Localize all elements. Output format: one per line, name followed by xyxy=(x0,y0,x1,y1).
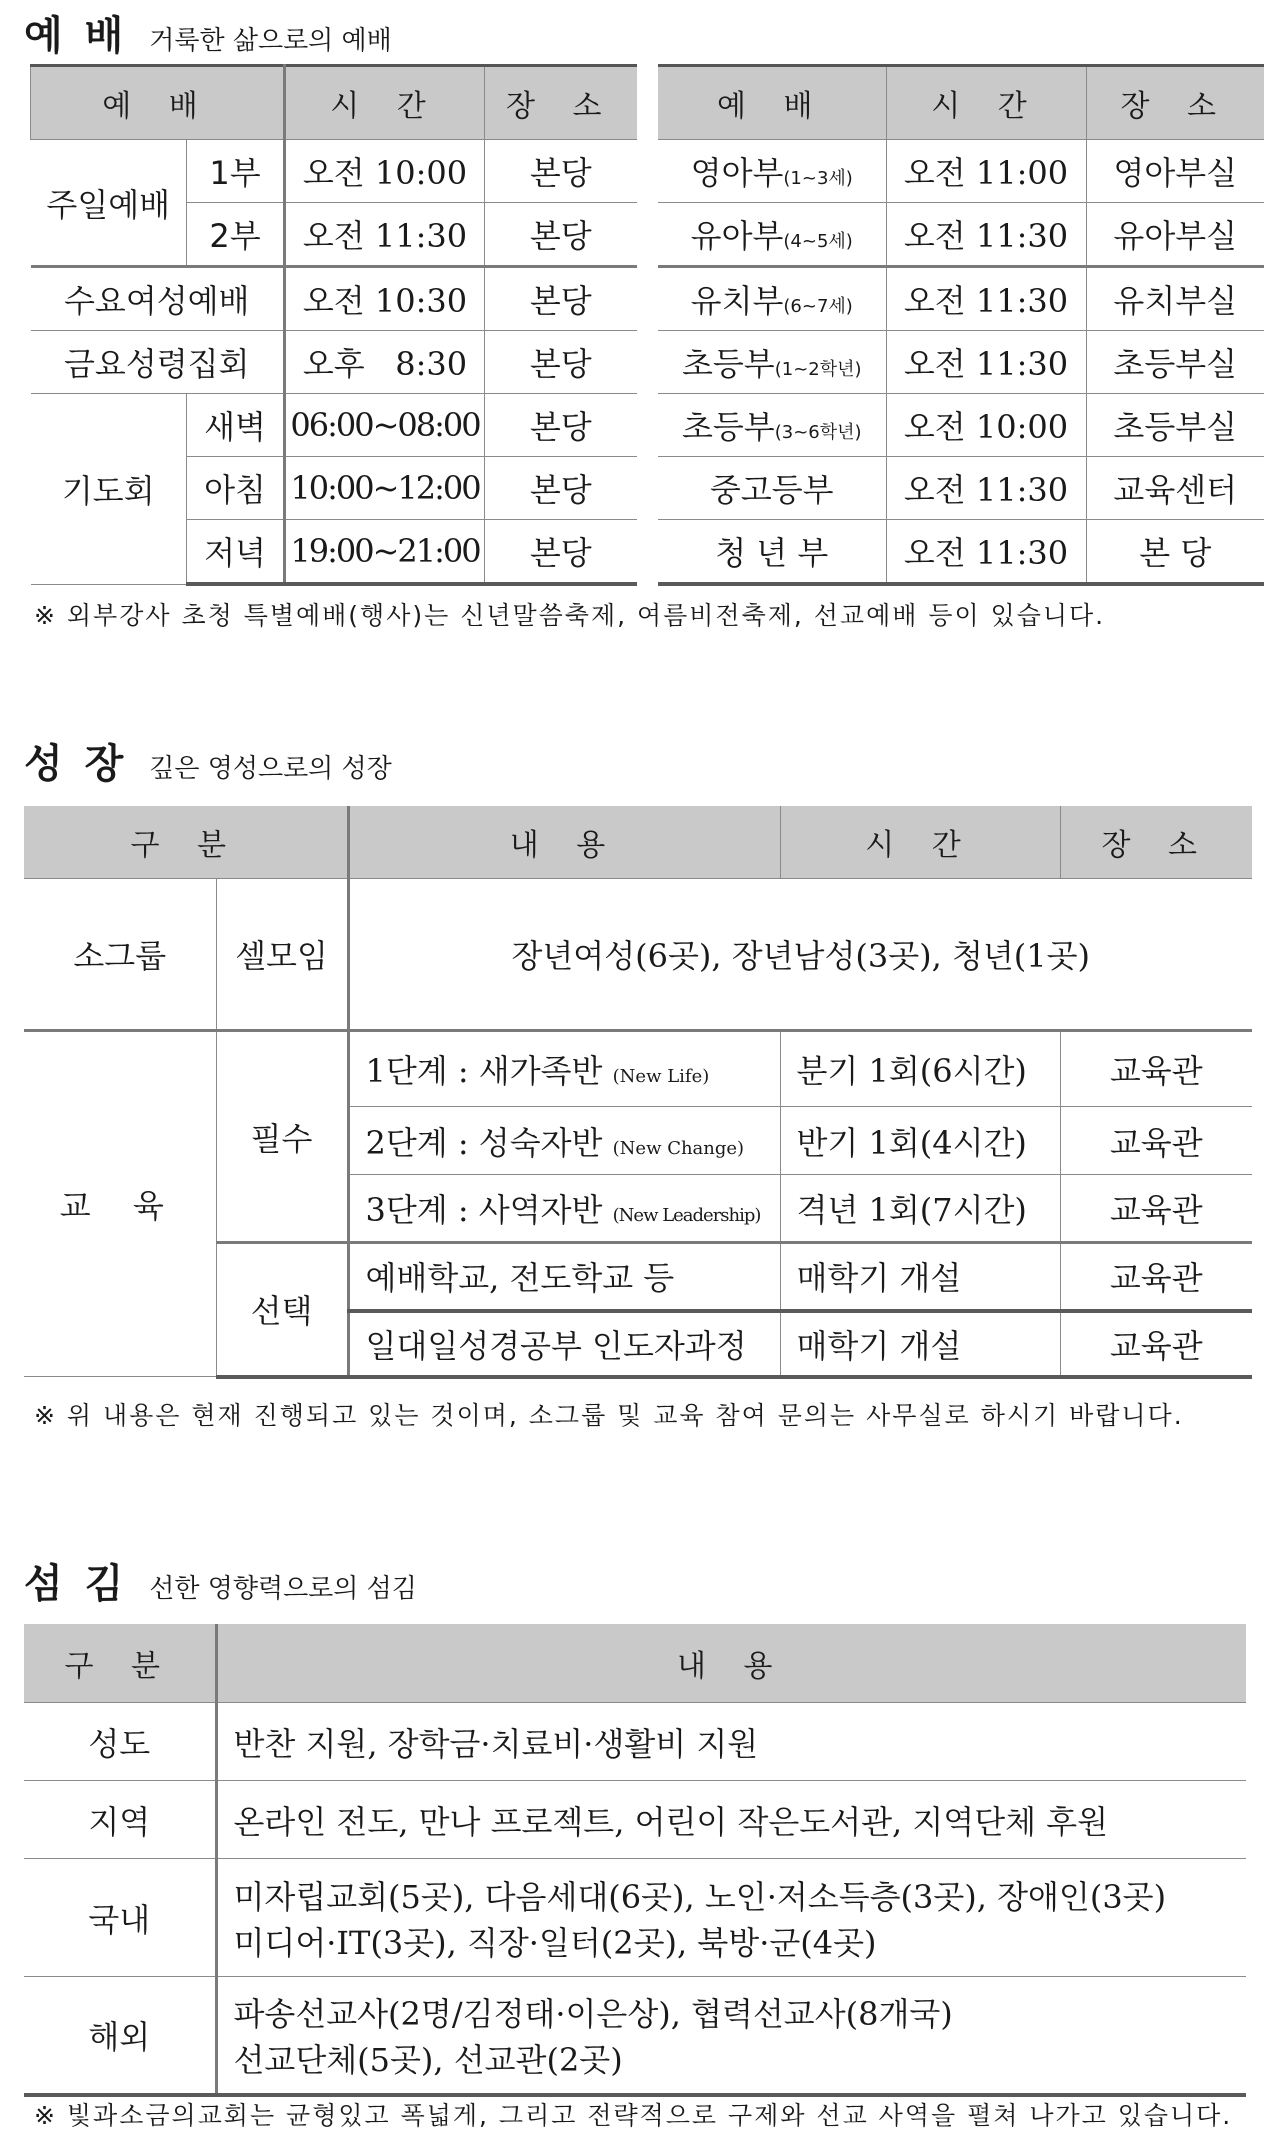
prayer-meeting-label: 기도회 xyxy=(31,394,187,585)
category-cell: 해외 xyxy=(24,1977,216,2095)
time-cell: 오전 11:30 xyxy=(886,203,1086,267)
growth-subtitle: 깊은 영성으로의 성장 xyxy=(149,754,392,784)
department-name: 유아부 xyxy=(690,217,784,255)
place-cell: 본당 xyxy=(485,457,637,520)
time-cell: 오후 8:30 xyxy=(285,331,485,394)
education-label: 교 육 xyxy=(24,1031,216,1377)
time-cell: 오전 11:30 xyxy=(886,331,1086,394)
content-line: 미디어·IT(3곳), 직장·일터(2곳), 북방·군(4곳) xyxy=(233,1923,877,1962)
friday-meeting-label: 금요성령집회 xyxy=(31,331,285,394)
course-place: 교육관 xyxy=(1060,1107,1252,1175)
content-cell xyxy=(216,1859,1246,1977)
table-row xyxy=(658,331,1264,394)
content-line: 파송선교사(2명/김정태·이은상), 협력선교사(8개국) xyxy=(233,1994,953,2033)
worship-table-right xyxy=(658,64,1264,586)
course-time: 격년 1회(7시간) xyxy=(780,1175,1060,1243)
service-note: ※ 빛과소금의교회는 균형있고 폭넓게, 그리고 전략적으로 구제와 선교 사역을 펼쳐 나가고 있습니다. xyxy=(34,2101,1233,2130)
department-cell xyxy=(658,394,886,457)
time-cell: 10:00~12:00 xyxy=(285,457,485,520)
course-time: 매학기 개설 xyxy=(780,1243,1060,1311)
growth-table xyxy=(24,806,1252,1379)
time-cell: 오전 11:30 xyxy=(886,520,1086,585)
table-row xyxy=(24,879,1252,1031)
department-cell xyxy=(658,267,886,331)
category-cell: 국내 xyxy=(24,1859,216,1977)
time-cell: 오전 10:00 xyxy=(886,394,1086,457)
course-place: 교육관 xyxy=(1060,1311,1252,1377)
table-header-row xyxy=(31,66,637,140)
column-header: 예 배 xyxy=(31,66,285,140)
table-row xyxy=(24,1031,1252,1107)
column-header: 시 간 xyxy=(886,66,1086,140)
place-cell: 본당 xyxy=(485,394,637,457)
time-cell: 오전 10:00 xyxy=(285,140,485,203)
course-place: 교육관 xyxy=(1060,1243,1252,1311)
content-line: 미자립교회(5곳), 다음세대(6곳), 노인·저소득층(3곳), 장애인(3곳) xyxy=(233,1877,1167,1916)
worship-table-left xyxy=(30,64,637,586)
department-name: 청 년 부 xyxy=(715,534,829,572)
department-name: 유치부 xyxy=(690,282,784,320)
age-range: (6~7세) xyxy=(783,296,853,317)
time-cell: 오전 11:30 xyxy=(886,457,1086,520)
growth-section-header xyxy=(24,732,392,789)
place-cell: 초등부실 xyxy=(1086,331,1264,394)
growth-note: ※ 위 내용은 현재 진행되고 있는 것이며, 소그룹 및 교육 참여 문의는 사무실로 하시기 바랍니다. xyxy=(34,1401,1184,1430)
course-time: 분기 1회(6시간) xyxy=(780,1031,1060,1107)
department-cell xyxy=(658,331,886,394)
small-group-label: 소그룹 xyxy=(24,879,216,1031)
table-row xyxy=(31,331,637,394)
table-row xyxy=(31,394,637,457)
column-header: 시 간 xyxy=(780,806,1060,879)
course-content: 예배학교, 전도학교 등 xyxy=(348,1243,780,1311)
age-range: (1~2학년) xyxy=(774,359,862,380)
part-label: 1부 xyxy=(187,140,285,203)
course-place: 교육관 xyxy=(1060,1175,1252,1243)
content-line: 선교단체(5곳), 선교관(2곳) xyxy=(233,2040,623,2079)
course-content: 3단계 : 사역자반 (New Leadership) xyxy=(348,1175,780,1243)
table-row xyxy=(658,394,1264,457)
place-cell: 본당 xyxy=(485,520,637,585)
time-cell: 오전 11:30 xyxy=(886,267,1086,331)
required-label: 필수 xyxy=(216,1031,348,1243)
table-row xyxy=(658,520,1264,585)
place-cell: 영아부실 xyxy=(1086,140,1264,203)
place-cell: 본당 xyxy=(485,331,637,394)
course-place: 교육관 xyxy=(1060,1031,1252,1107)
table-row xyxy=(31,267,637,331)
sunday-worship-label: 주일예배 xyxy=(31,140,187,267)
category-cell: 성도 xyxy=(24,1703,216,1781)
cell-group-label: 셀모임 xyxy=(216,879,348,1031)
table-row xyxy=(24,1859,1246,1977)
place-cell: 교육센터 xyxy=(1086,457,1264,520)
worship-title: 예 배 xyxy=(24,13,128,59)
table-header-row xyxy=(24,806,1252,879)
age-range: (3~6학년) xyxy=(774,422,862,443)
department-cell xyxy=(658,140,886,203)
place-cell: 유아부실 xyxy=(1086,203,1264,267)
column-header: 내 용 xyxy=(216,1624,1246,1703)
table-row xyxy=(24,1781,1246,1859)
worship-section-header xyxy=(24,4,392,61)
table-row xyxy=(24,1703,1246,1781)
content-cell: 반찬 지원, 장학금·치료비·생활비 지원 xyxy=(216,1703,1246,1781)
course-content: 2단계 : 성숙자반 (New Change) xyxy=(348,1107,780,1175)
time-cell: 오전 10:30 xyxy=(285,267,485,331)
department-name: 초등부 xyxy=(681,408,775,446)
time-cell: 오전 11:30 xyxy=(285,203,485,267)
service-table xyxy=(24,1624,1246,2097)
session-label: 아침 xyxy=(187,457,285,520)
service-section-header xyxy=(24,1552,417,1609)
place-cell: 본당 xyxy=(485,140,637,203)
department-name: 중고등부 xyxy=(709,471,834,509)
worship-subtitle: 거룩한 삶으로의 예배 xyxy=(149,26,392,56)
part-label: 2부 xyxy=(187,203,285,267)
column-header: 구 분 xyxy=(24,806,348,879)
table-row xyxy=(24,1977,1246,2095)
wednesday-worship-label: 수요여성예배 xyxy=(31,267,285,331)
session-label: 저녁 xyxy=(187,520,285,585)
time-cell: 06:00~08:00 xyxy=(285,394,485,457)
table-row xyxy=(658,457,1264,520)
department-cell xyxy=(658,203,886,267)
place-cell: 초등부실 xyxy=(1086,394,1264,457)
place-cell: 본 당 xyxy=(1086,520,1264,585)
place-cell: 유치부실 xyxy=(1086,267,1264,331)
department-cell xyxy=(658,520,886,585)
column-header: 시 간 xyxy=(285,66,485,140)
growth-title: 성 장 xyxy=(24,741,128,787)
course-content: 1단계 : 새가족반 (New Life) xyxy=(348,1031,780,1107)
place-cell: 본당 xyxy=(485,203,637,267)
column-header: 구 분 xyxy=(24,1624,216,1703)
table-header-row xyxy=(24,1624,1246,1703)
column-header: 장 소 xyxy=(1086,66,1264,140)
department-name: 초등부 xyxy=(681,345,775,383)
table-row xyxy=(658,203,1264,267)
course-time: 반기 1회(4시간) xyxy=(780,1107,1060,1175)
category-cell: 지역 xyxy=(24,1781,216,1859)
course-content: 일대일성경공부 인도자과정 xyxy=(348,1311,780,1377)
table-header-row xyxy=(658,66,1264,140)
place-cell: 본당 xyxy=(485,267,637,331)
column-header: 장 소 xyxy=(1060,806,1252,879)
course-time: 매학기 개설 xyxy=(780,1311,1060,1377)
content-cell: 온라인 전도, 만나 프로젝트, 어린이 작은도서관, 지역단체 후원 xyxy=(216,1781,1246,1859)
cell-group-content: 장년여성(6곳), 장년남성(3곳), 청년(1곳) xyxy=(348,879,1252,1031)
table-row xyxy=(658,267,1264,331)
department-cell xyxy=(658,457,886,520)
service-subtitle: 선한 영향력으로의 섬김 xyxy=(149,1574,417,1604)
column-header: 예 배 xyxy=(658,66,886,140)
table-row xyxy=(31,140,637,203)
worship-note: ※ 외부강사 초청 특별예배(행사)는 신년말씀축제, 여름비전축제, 선교예배 등이 있습니다. xyxy=(34,601,1106,630)
service-title: 섬 김 xyxy=(24,1561,128,1607)
time-cell: 19:00~21:00 xyxy=(285,520,485,585)
session-label: 새벽 xyxy=(187,394,285,457)
department-name: 영아부 xyxy=(690,154,784,192)
column-header: 내 용 xyxy=(348,806,780,879)
age-range: (4~5세) xyxy=(783,231,853,252)
table-row xyxy=(658,140,1264,203)
content-cell xyxy=(216,1977,1246,2095)
elective-label: 선택 xyxy=(216,1243,348,1377)
time-cell: 오전 11:00 xyxy=(886,140,1086,203)
column-header: 장 소 xyxy=(485,66,637,140)
age-range: (1~3세) xyxy=(783,168,853,189)
